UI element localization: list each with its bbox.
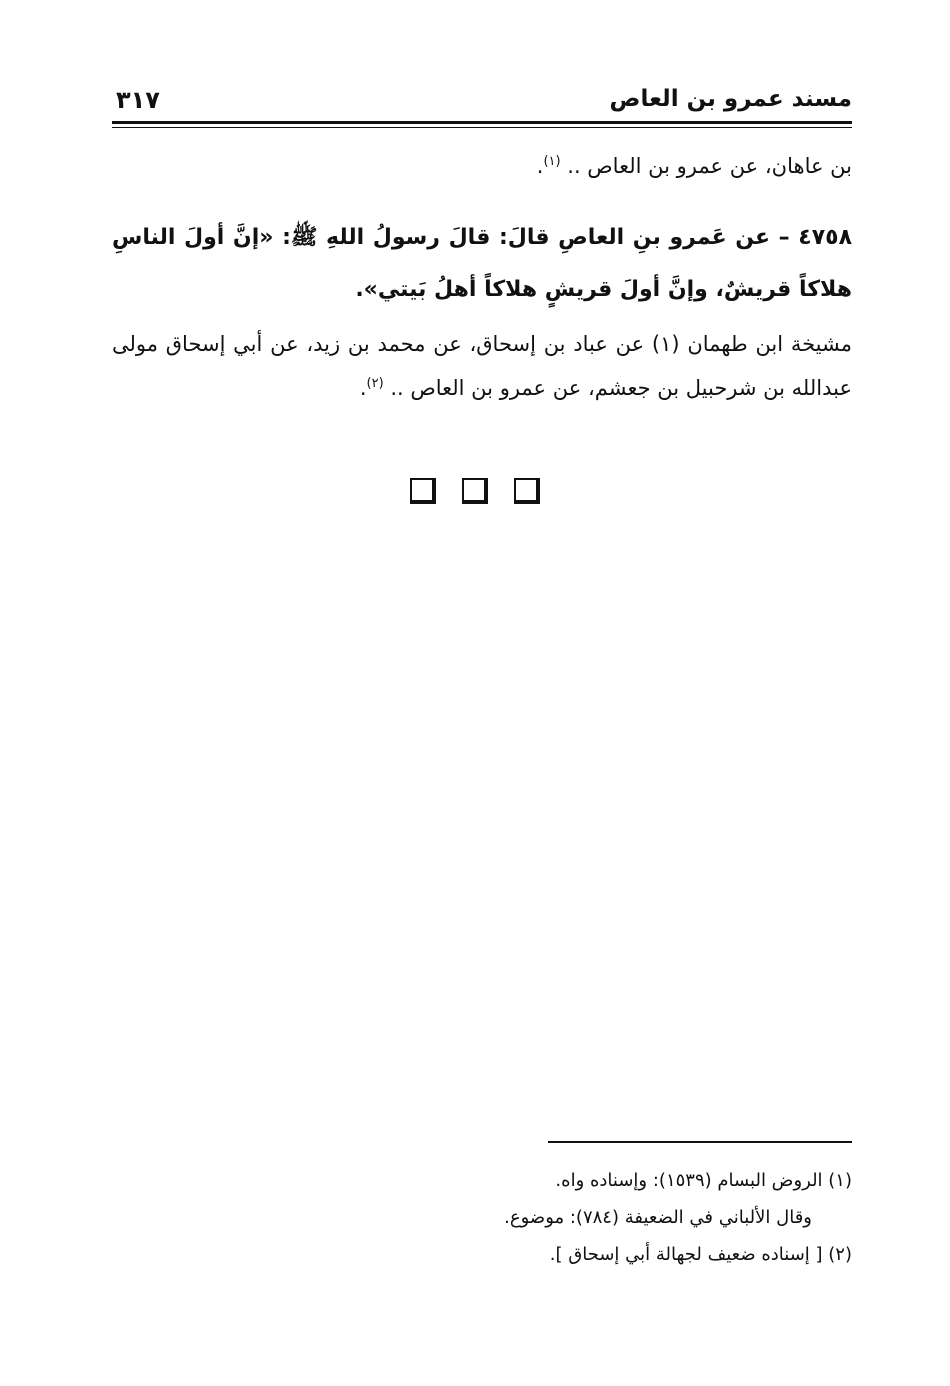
footnote-1: (١) الروض البسام (١٥٣٩): وإسناده واه. xyxy=(555,1170,852,1191)
source-paragraph xyxy=(112,322,852,410)
continuation-text: بن عاهان، عن عمرو بن العاص .. xyxy=(560,154,852,178)
separator-box-icon xyxy=(410,478,436,504)
source-end: . xyxy=(359,376,367,400)
separator-box-icon xyxy=(514,478,540,504)
page-header xyxy=(112,84,852,118)
continuation-end: . xyxy=(536,154,544,178)
footnote-1-continuation: وقال الألباني في الضعيفة (٧٨٤): موضوع. xyxy=(504,1207,812,1228)
page-number: ٣١٧ xyxy=(116,86,160,114)
header-rule xyxy=(112,121,852,124)
header-rule-thin xyxy=(112,127,852,128)
hadith-text: ٤٧٥٨ – عن عَمرو بنِ العاصِ قالَ: قالَ رسولُ اللهِ ﷺ: «إنَّ أولَ الناسِ هلاكاً قريشٌ، وإنَّ أولَ قريشٍ هلاكاً أهلُ بَيتي». xyxy=(112,225,852,302)
hadith-paragraph xyxy=(112,212,852,316)
continuation-paragraph xyxy=(112,146,852,186)
footnote-ref-2: (٢) xyxy=(366,376,384,391)
source-text: مشيخة ابن طهمان (١) عن عباد بن إسحاق، عن محمد بن زيد، عن أبي إسحاق مولى عبدالله بن شرحبيل بن جعشم، عن عمرو بن العاص .. xyxy=(112,332,852,400)
footnote-ref-1: (١) xyxy=(543,154,561,169)
running-title: مسند عمرو بن العاص xyxy=(609,86,852,112)
section-separator xyxy=(0,478,950,504)
footnote-rule xyxy=(548,1141,852,1143)
separator-box-icon xyxy=(462,478,488,504)
footnote-2: (٢) [ إسناده ضعيف لجهالة أبي إسحاق ]. xyxy=(549,1244,852,1265)
footnotes xyxy=(112,1162,852,1273)
